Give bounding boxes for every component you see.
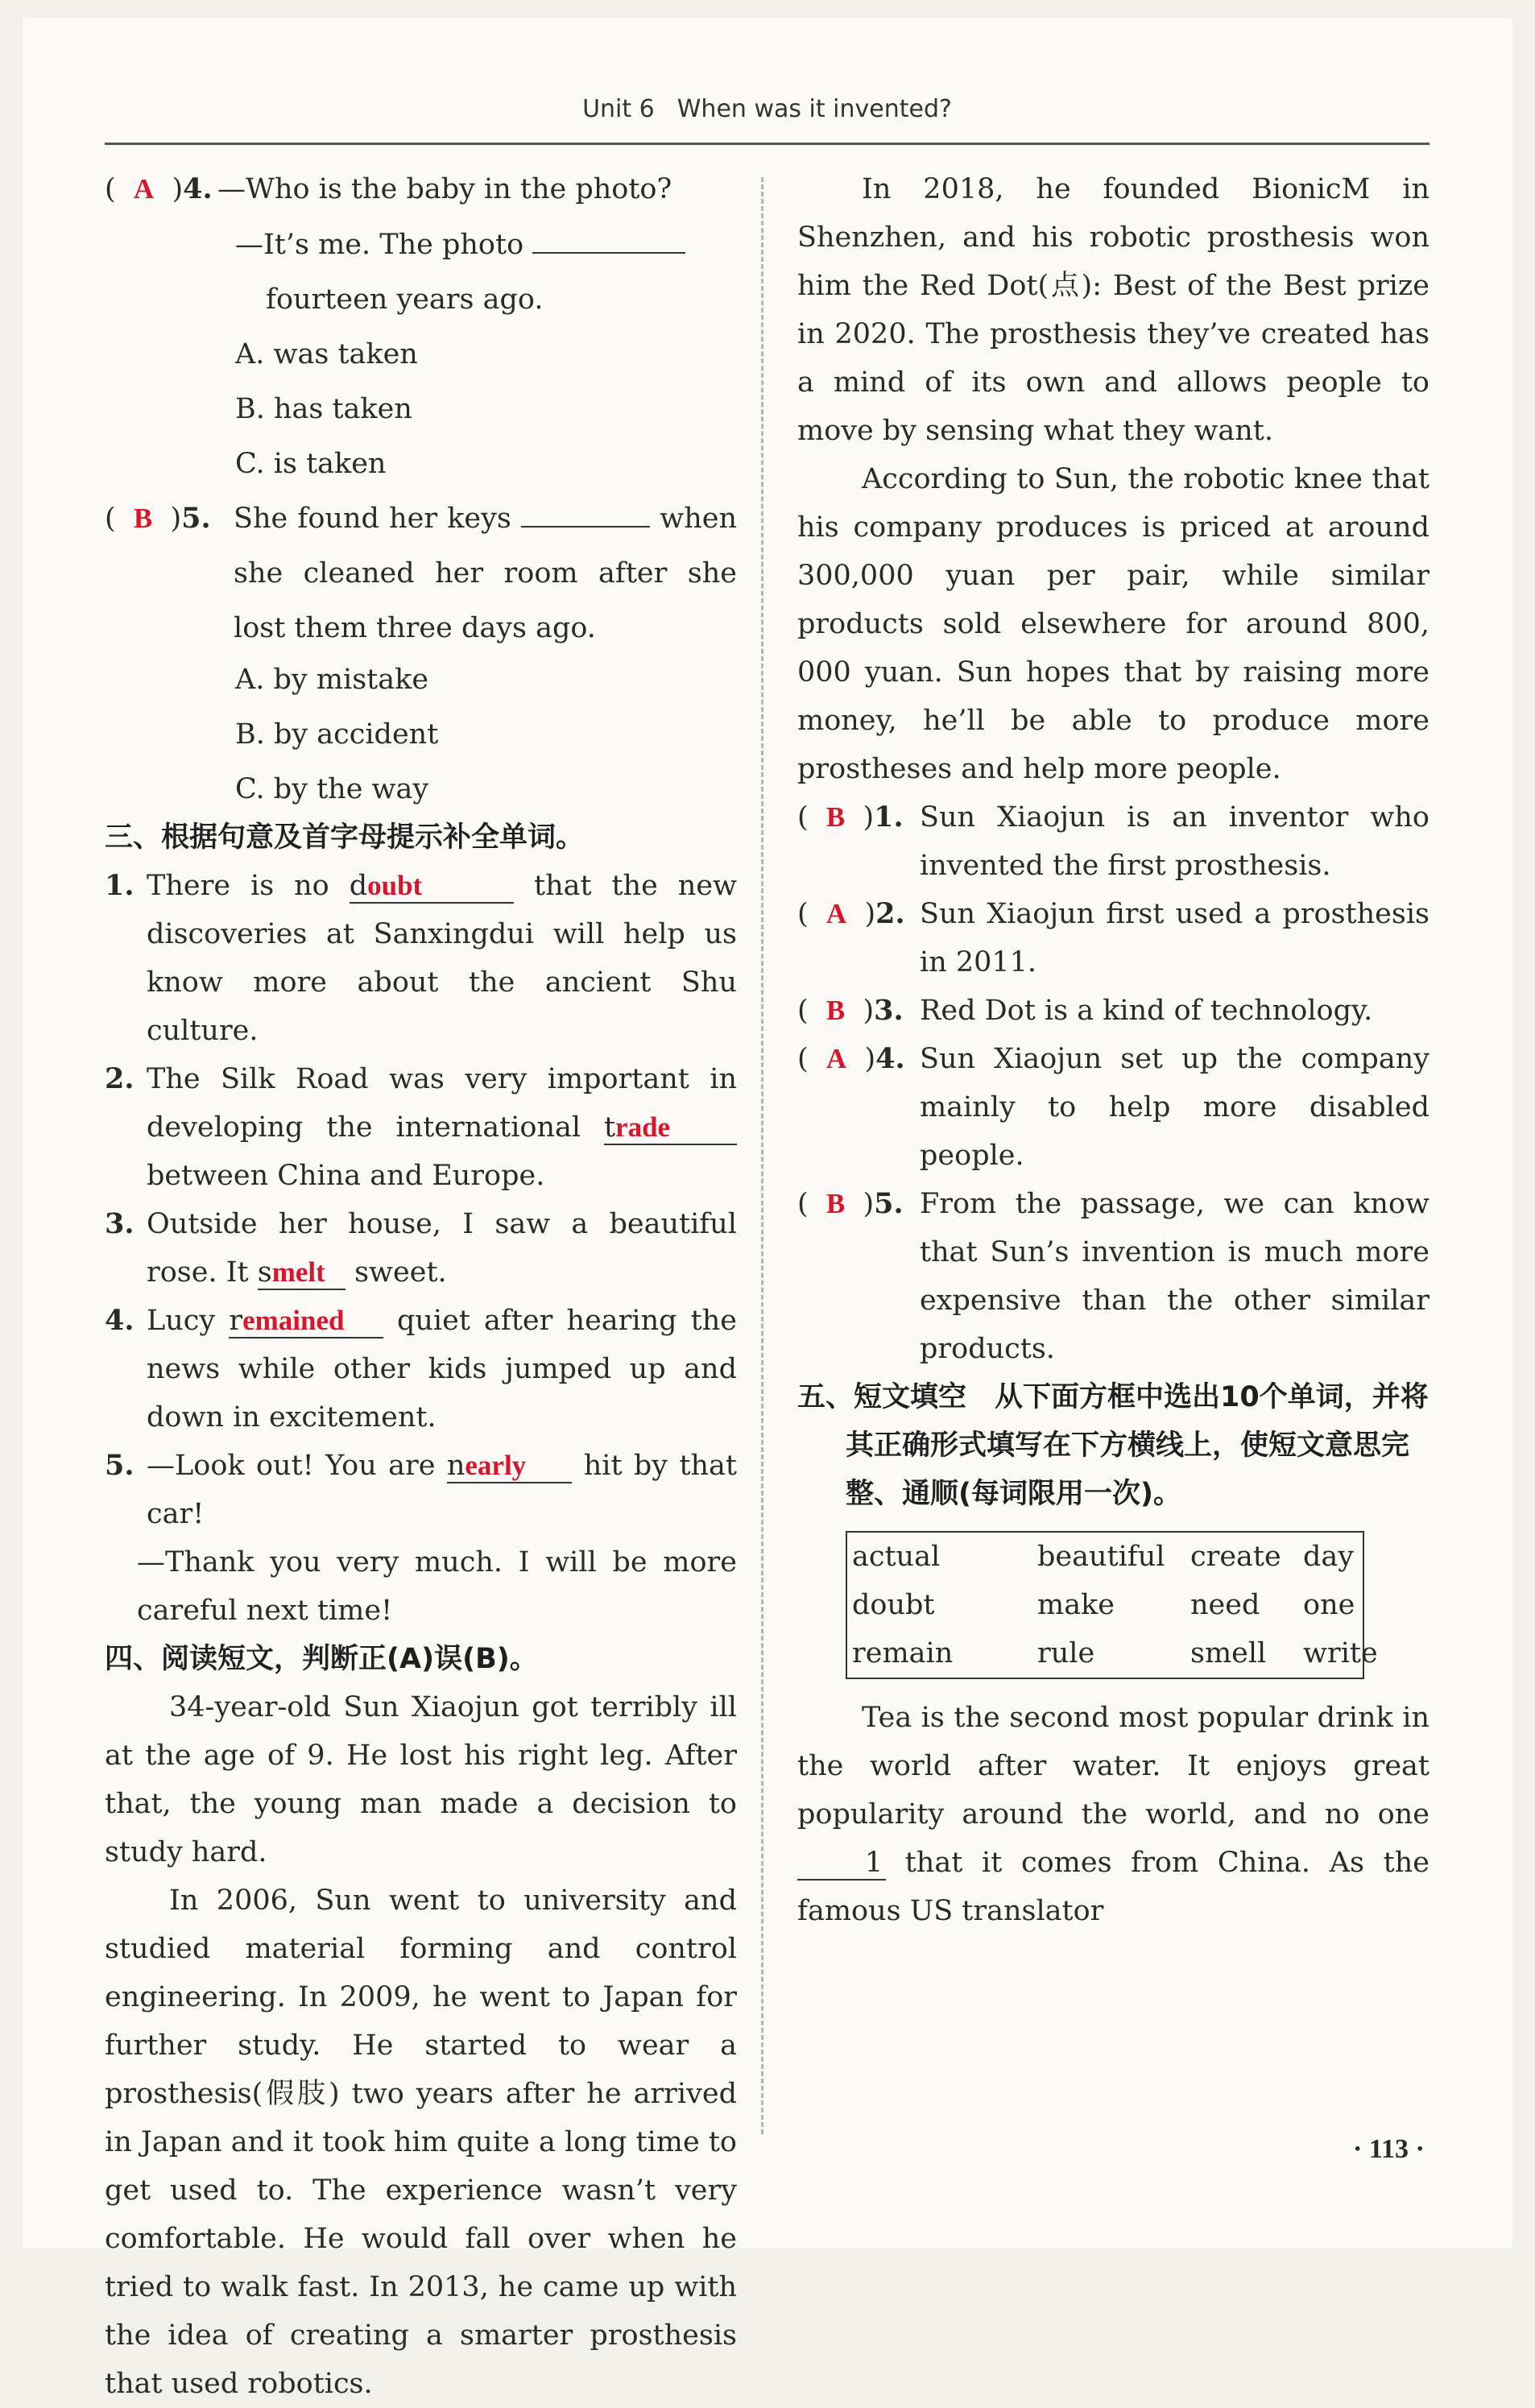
word-bank-item: write [1303, 1637, 1378, 1669]
fill-item-4: 4. Lucy remained quiet after hearing the news while other kids jumped up and down in excitement. [105, 1304, 737, 1434]
question-stem: —Who is the baby in the photo? [217, 173, 672, 205]
option-c: C. is taken [235, 448, 387, 480]
word-bank-item: one [1303, 1589, 1355, 1621]
fill-item-5: 5. —Look out! You are nearly hit by that car! [105, 1449, 737, 1530]
answer-mark: B [133, 503, 153, 534]
answer-blank[interactable]: remained [229, 1305, 383, 1338]
unit-label: Unit 6 [582, 95, 655, 123]
question-stem: when she cleaned her room after she lost them three days ago. [234, 503, 737, 644]
word-bank-item: make [1037, 1589, 1115, 1621]
mc-question-5: ( B )5. She found her keys when she cleaned her room after she lost them three days ago. [105, 494, 737, 656]
word-bank-item: remain [852, 1637, 954, 1669]
answer-mark: A [825, 1043, 847, 1074]
tf-question-1: ( B )1. Sun Xiaojun is an inventor who invented the first prosthesis. [797, 801, 1429, 882]
fill-item-3: 3. Outside her house, I saw a beautiful rose. It smelt sweet. [105, 1207, 737, 1289]
left-column [105, 165, 737, 2408]
answer-mark: B [825, 801, 846, 833]
tf-question-5: ( B )5. From the passage, we can know that Sun’s invention is much more expensive than the other similar products. [797, 1187, 1429, 1365]
answer-mark: B [825, 995, 846, 1026]
tf-question-3: ( B )3. Red Dot is a kind of technology. [797, 994, 1373, 1027]
fill-item-2: 2. The Silk Road was very important in developing the international trade between China and Europe. [105, 1062, 737, 1192]
word-bank-item: need [1190, 1589, 1260, 1621]
question-stem: She found her keys [234, 503, 511, 535]
section-4-title: 四、阅读短文，判断正(A)误(B)。 [105, 1643, 538, 1675]
question-stem: —It’s me. The photo [235, 229, 524, 261]
answer-blank[interactable] [532, 220, 685, 254]
word-bank [846, 1531, 1378, 1679]
option-c: C. by the way [235, 773, 429, 805]
word-bank-item: actual [852, 1541, 941, 1573]
cloze-passage: Tea is the second most popular drink in the world after water. It enjoys great popularity around the world, and no one 1 that it comes from China. As the famous US translator [797, 1702, 1429, 1927]
word-bank-item: smell [1190, 1637, 1267, 1669]
option-b: B. by accident [235, 718, 439, 751]
passage-paragraph-3: In 2018, he founded BionicM in Shenzhen, and his robotic prosthesis won him the Red Dot(点): Best of the Best prize in 2020. The prosthesis they’ve created has a mind of its own and allows people to move by sensing what they want. [797, 173, 1429, 447]
unit-title: When was it invented? [676, 95, 952, 123]
answer-blank[interactable] [521, 494, 650, 528]
answer-mark: B [825, 1188, 846, 1219]
word-bank-item: beautiful [1037, 1541, 1165, 1573]
word-bank-item: doubt [852, 1589, 935, 1621]
passage-paragraph-1: 34-year-old Sun Xiaojun got terribly ill at the age of 9. He lost his right leg. After that, the young man made a decision to study hard. [105, 1691, 737, 1868]
option-b: B. has taken [235, 393, 412, 425]
passage-paragraph-2: In 2006, Sun went to university and studied material forming and control engineering. In 2009, he went to Japan for further study. He started to wear a prosthesis(假肢) two years after he arrived in Japan and it took him quite a long time to get used to. The experience wasn’t very comfortable. He would fall over when he tried to walk fast. In 2013, he came up with the idea of creating a smarter prosthesis that used robotics. [105, 1885, 737, 2400]
answer-mark: A [133, 173, 155, 205]
fill-item-1: 1. There is no doubt that the new discoveries at Sanxingdui will help us know more about the ancient Shu culture. [105, 869, 737, 1047]
option-a: A. by mistake [235, 664, 429, 696]
word-bank-item: day [1303, 1541, 1355, 1573]
page-header [105, 77, 1429, 145]
answer-blank[interactable]: doubt [350, 870, 514, 904]
answer-blank[interactable]: smelt [258, 1256, 345, 1290]
cloze-blank-1[interactable]: 1 [797, 1847, 886, 1880]
column-divider [761, 177, 763, 2134]
section-3-title: 三、根据句意及首字母提示补全单词。 [105, 821, 585, 854]
dialogue-reply: —Thank you very much. I will be more careful next time! [137, 1546, 737, 1627]
mc-question-4: ( A )4. —Who is the baby in the photo? [105, 165, 737, 213]
tf-question-4: ( A )4. Sun Xiaojun set up the company mainly to help more disabled people. [797, 1042, 1429, 1172]
page-number: · 113 · [1353, 2134, 1425, 2164]
tf-question-2: ( A )2. Sun Xiaojun first used a prosthesis in 2011. [797, 897, 1429, 979]
answer-blank[interactable]: nearly [447, 1450, 572, 1483]
answer-mark: A [825, 898, 847, 929]
section-5-title: 五、短文填空 从下面方框中选出10个单词，并将其正确形式填写在下方横线上，使短文意思完整、通顺(每词限用一次)。 [797, 1381, 1429, 1510]
word-bank-item: create [1190, 1541, 1281, 1573]
option-a: A. was taken [235, 338, 418, 370]
right-column [797, 165, 1429, 1935]
question-stem: fourteen years ago. [266, 283, 544, 316]
passage-paragraph-4: According to Sun, the robotic knee that his company produces is priced at around 300,000 yuan per pair, while similar products sold elsewhere for around 800, 000 yuan. Sun hopes that by raising more money, he’ll be able to produce more prostheses and help more people. [797, 463, 1429, 785]
word-bank-item: rule [1037, 1637, 1095, 1669]
answer-blank[interactable]: trade [604, 1111, 737, 1145]
